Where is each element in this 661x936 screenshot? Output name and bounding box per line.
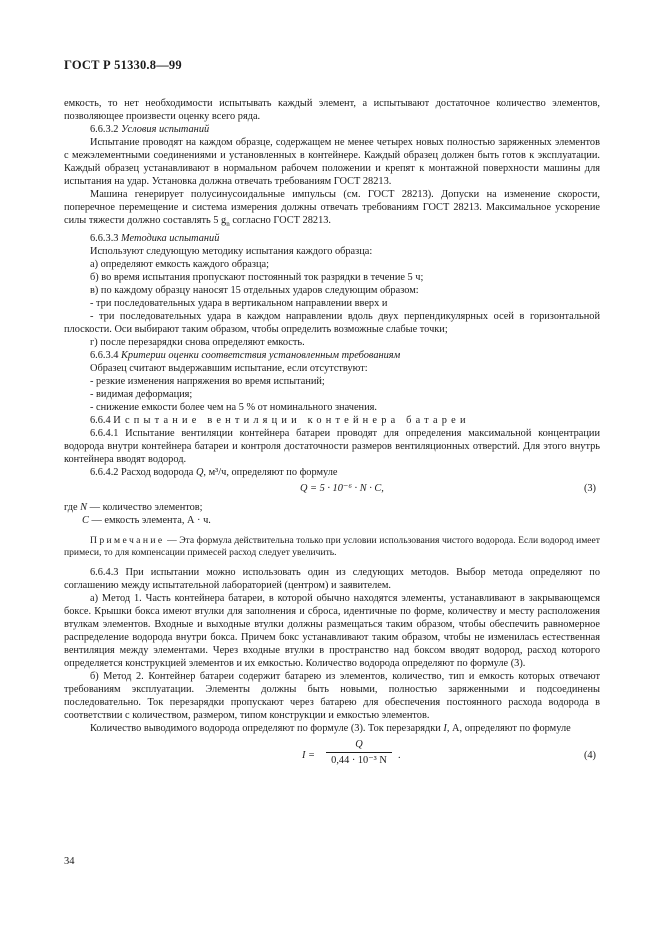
list-item-dash-1: - три последовательных удара в вертикальном направлении вверх и (90, 297, 388, 309)
criteria-item-1: - резкие изменения напряжения во время испытаний; (90, 376, 325, 388)
formula-3-expression: Q = 5 · 10⁻⁶ · N · C, (300, 483, 384, 495)
criteria-item-2: - видимая деформация; (90, 389, 193, 401)
paragraph-method-intro: Используют следующую методику испытания каждого образца: (90, 245, 373, 257)
formula-4-denominator: 0,44 · 10⁻³ N (331, 754, 387, 766)
page-number: 34 (64, 856, 75, 867)
section-heading-6634: 6.6.3.4 Критерии оценки соответствия установленным требованиям (90, 349, 401, 361)
formula-where-c: C — емкость элемента, А · ч. (82, 515, 211, 527)
paragraph-continuation: емкость, то нет необходимости испытывать каждый элемент, а испытывают достаточное количество элементов, позволяющее произвести оценку всего ряда. (64, 98, 600, 123)
formula-4-number: (4) (583, 749, 596, 761)
formula-where-n: где N — количество элементов; (64, 502, 203, 514)
list-item-a: а) определяют емкость каждого образца; (90, 258, 269, 270)
paragraph-6642: 6.6.4.2 Расход водорода Q, м³/ч, определяют по формуле (90, 467, 338, 479)
formula-3 (64, 479, 600, 501)
section-heading-6632: 6.6.3.2 Условия испытаний (90, 124, 210, 136)
criteria-item-3: - снижение емкости более чем на 5 % от номинального значения. (90, 402, 377, 414)
paragraph-method-1: а) Метод 1. Часть контейнера батареи, в которой обычно находятся элементы, устанавливают в закрывающемся боксе. Крышки бокса имеют втулки для заполнения и сброса, идентичные по форме, количеству и месту расположения втулкам элементов. Входные и выходные втулки должны размещаться таким образом, чтобы обеспечить равномерное распределение водорода внутри бокса. Причем бокс устанавливают таким образом, чтобы не изменилась естественная вентиляция между элементами. Через входные втулки в пространство над боксом вводят водород, расход которого определяется конструкцией элементов и их емкостью. Количество водорода определяют по формуле (3). (64, 593, 600, 670)
document-header: ГОСТ Р 51330.8—99 (64, 58, 182, 72)
document-body (64, 97, 600, 776)
document-page (64, 58, 600, 776)
section-heading-664: 6.6.4 Испытание вентиляции контейнера батареи (90, 415, 470, 427)
formula-4-numerator: Q (326, 738, 392, 753)
list-item-v: в) по каждому образцу наносят 15 отдельных ударов следующим образом: (90, 284, 419, 296)
list-item-b: б) во время испытания пропускают постоянный ток разрядки в течение 5 ч; (90, 271, 424, 283)
formula-4: I = $\frac{Q}{\text{0,44 · 10⁻³ N}}$ . (4) (302, 738, 596, 766)
paragraph-test-conditions: Испытание проводят на каждом образце, содержащем не менее четырех новых полностью заряженных элементов с межэлементными соединениями и установленных в контейнере. Каждый образец должен быть готов к эксплуатации. Каждый образец устанавливают в нормальном рабочем положении и крепят к монтажной поверхности машины для испытания на удар. Установка должна отвечать требованиям ГОСТ 28213. (64, 137, 600, 188)
note: Примечание — Эта формула действительна только при условии использования чистого водорода. Если водород имеет примеси, то для компенсации примесей расход следует увеличить. (64, 534, 600, 558)
paragraph-method-2: б) Метод 2. Контейнер батареи содержит батарею из элементов, количество, тип и емкость которых отвечают требованиям эксплуатации. Элементы должны быть новыми, полностью заряженными и подсоединены последовательно. Ток перезарядки пропускают через батарею для обеспечения постоянного расхода водорода в соответствии с количеством, размером, типом конструкции и емкостью элементов. (64, 671, 600, 722)
paragraph-criteria-intro: Образец считают выдержавшим испытание, если отсутствуют: (90, 363, 368, 374)
paragraph-6641: 6.6.4.1 Испытание вентиляции контейнера батареи проводят для определения максимальной концентрации водорода внутри контейнера батареи и контроля достаточности размеров вентиляционных отверстий. Для этого внутрь контейнера вводят водород. (64, 428, 600, 466)
formula-4-fraction (326, 738, 392, 767)
paragraph-current: Количество выводимого водорода определяют по формуле (3). Ток перезарядки I, А, определяют по формуле (90, 723, 571, 735)
paragraph-machine: Машина генерирует полусинусоидальные импульсы (см. ГОСТ 28213). Допуски на изменение скорости, поперечное перемещение и система измерения должны отвечать требованиям ГОСТ 28213. Максимальное ускорение силы тяжести должно составлять 5 $g_n$ согласно ГОСТ 28213. (64, 189, 600, 229)
formula-3-number: (3) (583, 483, 596, 495)
paragraph-6643: 6.6.4.3 При испытании можно использовать один из следующих методов. Выбор метода определяют по соглашению между испытательной лабораторией (центром) и заявителем. (64, 566, 600, 591)
section-heading-6633: 6.6.3.3 Методика испытаний (90, 232, 220, 244)
list-item-g: г) после перезарядки снова определяют емкость. (90, 336, 305, 348)
list-item-dash-2: - три последовательных удара в каждом направлении вдоль двух перпендикулярных осей в горизонтальной плоскости. Оси выбирают таким образом, чтобы определить возможные слабые точки; (64, 310, 600, 335)
formula-4-lhs: I = (302, 749, 316, 761)
